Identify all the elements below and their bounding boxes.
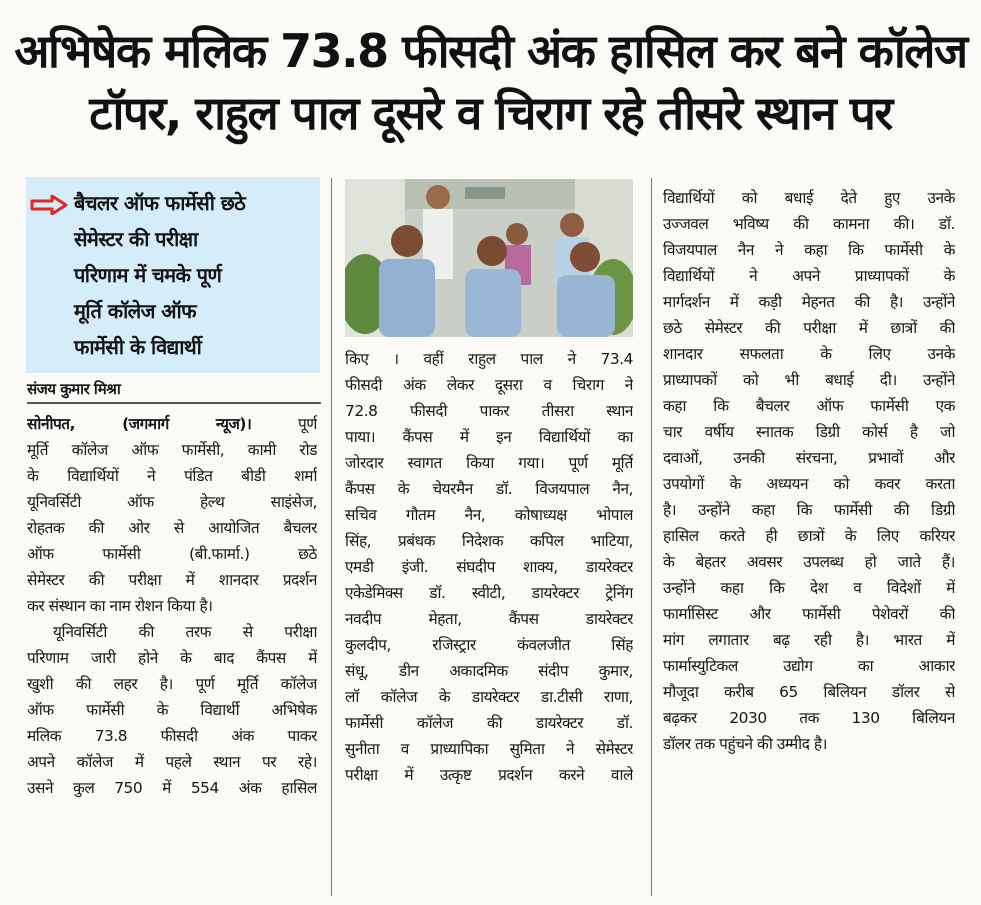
article-line: मूर्ति कॉलेज ऑफ फार्मेसी, कामी रोड xyxy=(27,441,317,459)
article-line: पाया। कैंपस में इन विद्यार्थियों का xyxy=(345,428,633,446)
article-line: पूर्ण xyxy=(298,415,317,433)
article-line: जोरदार स्वागत किया गया। पूर्ण मूर्ति xyxy=(345,454,633,472)
article-line: के विद्यार्थियों ने पंडित बीडी शर्मा xyxy=(27,467,317,485)
headline xyxy=(14,20,967,144)
article-line: संधू, डीन अकादमिक संदीप कुमार, xyxy=(345,662,633,680)
article-line: डॉलर तक पहुंचने की उम्मीद है। xyxy=(663,735,827,753)
article-line: एकेडेमिक्स डॉ. स्वीटी, डायरेक्टर ट्रेनिंग xyxy=(345,584,633,602)
article-line: हासिल करते ही छात्रों के लिए करियर xyxy=(663,527,955,545)
sidebar-highlight-box xyxy=(26,177,320,373)
article-line: उपयोगों के अध्ययन को कवर करता xyxy=(663,475,955,493)
article-line: उन्होंने कहा कि देश व विदेशों में xyxy=(663,579,955,597)
sidebar-line: मूर्ति कॉलेज ऑफ xyxy=(74,299,196,323)
column-divider xyxy=(651,178,652,896)
article-line: फार्मासिस्ट और फार्मेसी पेशेवरों की xyxy=(663,605,955,623)
article-line: चार वर्षीय स्नातक डिग्री कोर्स है जो xyxy=(663,423,955,441)
article-line: बढ़कर 2030 तक 130 बिलियन xyxy=(663,709,955,727)
article-line: रोहतक की ओर से आयोजित बैचलर xyxy=(27,519,317,537)
right-arrow-icon xyxy=(30,195,68,215)
dateline: सोनीपत, (जगमार्ग न्यूज)। xyxy=(27,415,252,433)
article-line: के बेहतर अवसर उपलब्ध हो जाते हैं। xyxy=(663,553,955,571)
sidebar-line: सेमेस्टर की परीक्षा xyxy=(74,227,198,251)
article-line: किए । वहीं राहुल पाल ने 73.4 xyxy=(345,350,633,368)
article-line: प्राध्यापकों को भी बधाई दी। उन्होंने xyxy=(663,371,955,389)
students-photo xyxy=(345,179,633,337)
byline: संजय कुमार मिश्रा xyxy=(27,378,321,404)
article-line: कुलदीप, रजिस्ट्रार कंवलजीत सिंह xyxy=(345,636,633,654)
sidebar-line: बैचलर ऑफ फार्मेसी छठे xyxy=(74,191,246,215)
sidebar-text xyxy=(74,185,316,365)
article-line: दवाओं, उनकी संरचना, प्रभावों और xyxy=(663,449,955,467)
news-photo xyxy=(345,179,633,337)
article-line: है। उन्होंने कहा कि फार्मेसी की डिग्री xyxy=(663,501,955,519)
article-line: मार्गदर्शन में कड़ी मेहनत की है। उन्होंने xyxy=(663,293,955,311)
article-line: यूनिवर्सिटी की तरफ से परीक्षा xyxy=(53,623,317,641)
article-line: खुशी की लहर है। पूर्ण मूर्ति कॉलेज xyxy=(27,675,317,693)
article-line: उसने कुल 750 में 554 अंक हासिल xyxy=(27,779,317,797)
article-column-2 xyxy=(345,346,633,788)
sidebar-line: परिणाम में चमके पूर्ण xyxy=(74,263,222,287)
column-divider xyxy=(331,178,332,896)
article-line: मांग लगातार बढ़ रही है। भारत में xyxy=(663,631,955,649)
article-line: ऑफ फार्मेसी के विद्यार्थी अभिषेक xyxy=(27,701,317,719)
article-line: परीक्षा में उत्कृष्ट प्रदर्शन करने वाले xyxy=(345,766,633,784)
article-line: सेमेस्टर की परीक्षा में शानदार प्रदर्शन xyxy=(27,571,317,589)
article-line: कर संस्थान का नाम रोशन किया है। xyxy=(27,597,213,615)
article-line: यूनिवर्सिटी ऑफ हेल्थ साइंसेज, xyxy=(27,493,317,511)
article-line: फार्मेसी कॉलेज की डायरेक्टर डॉ. xyxy=(345,714,633,732)
article-line: शानदार सफलता के लिए उनके xyxy=(663,345,955,363)
article-line: कहा कि बैचलर ऑफ फार्मेसी एक xyxy=(663,397,955,415)
article-column-1 xyxy=(27,411,317,801)
article-line: लॉ कॉलेज के डायरेक्टर डा.टीसी राणा, xyxy=(345,688,633,706)
article-line: मलिक 73.8 फीसदी अंक पाकर xyxy=(27,727,317,745)
article-line: फीसदी अंक लेकर दूसरा व चिराग ने xyxy=(345,376,633,394)
article-line: सुनीता व प्राध्यापिका सुमिता ने सेमेस्टर xyxy=(345,740,633,758)
sidebar-line: फार्मेसी के विद्यार्थी xyxy=(74,335,202,359)
article-line: एमडी इंजी. संघदीप शाक्य, डायरेक्टर xyxy=(345,558,633,576)
article-line: विद्यार्थियों ने अपने प्राध्यापकों के xyxy=(663,267,955,285)
headline-line-1: अभिषेक मलिक 73.8 फीसदी अंक हासिल कर बने कॉलेज xyxy=(14,24,967,78)
article-line: अपने कॉलेज में पहले स्थान पर रहे। xyxy=(27,753,317,771)
article-line: मौजूदा करीब 65 बिलियन डॉलर से xyxy=(663,683,955,701)
article-line: सिंह, प्रबंधक निदेशक कपिल भाटिया, xyxy=(345,532,633,550)
article-line: छठे सेमेस्टर की परीक्षा में छात्रों की xyxy=(663,319,955,337)
article-line: परिणाम जारी होने के बाद कैंपस में xyxy=(27,649,317,667)
article-line: सचिव गौतम नैन, कोषाध्यक्ष भोपाल xyxy=(345,506,633,524)
article-line: नवदीप मेहता, कैंपस डायरेक्टर xyxy=(345,610,633,628)
article-line: कैंपस के चेयरमैन डॉ. विजयपाल नैन, xyxy=(345,480,633,498)
article-line: फार्मास्युटिकल उद्योग का आकार xyxy=(663,657,955,675)
headline-line-2: टॉपर, राहुल पाल दूसरे व चिराग रहे तीसरे स्थान पर xyxy=(89,86,892,140)
article-column-3 xyxy=(663,185,955,757)
article-line: विद्यार्थियों को बधाई देते हुए उनके xyxy=(663,189,955,207)
article-line: 72.8 फीसदी पाकर तीसरा स्थान xyxy=(345,402,633,420)
article-line: उज्जवल भविष्य की कामना की। डॉ. xyxy=(663,215,955,233)
article-line: ऑफ फार्मेसी (बी.फार्मा.) छठे xyxy=(27,545,317,563)
article-line: विजयपाल नैन ने कहा कि फार्मेसी के xyxy=(663,241,955,259)
